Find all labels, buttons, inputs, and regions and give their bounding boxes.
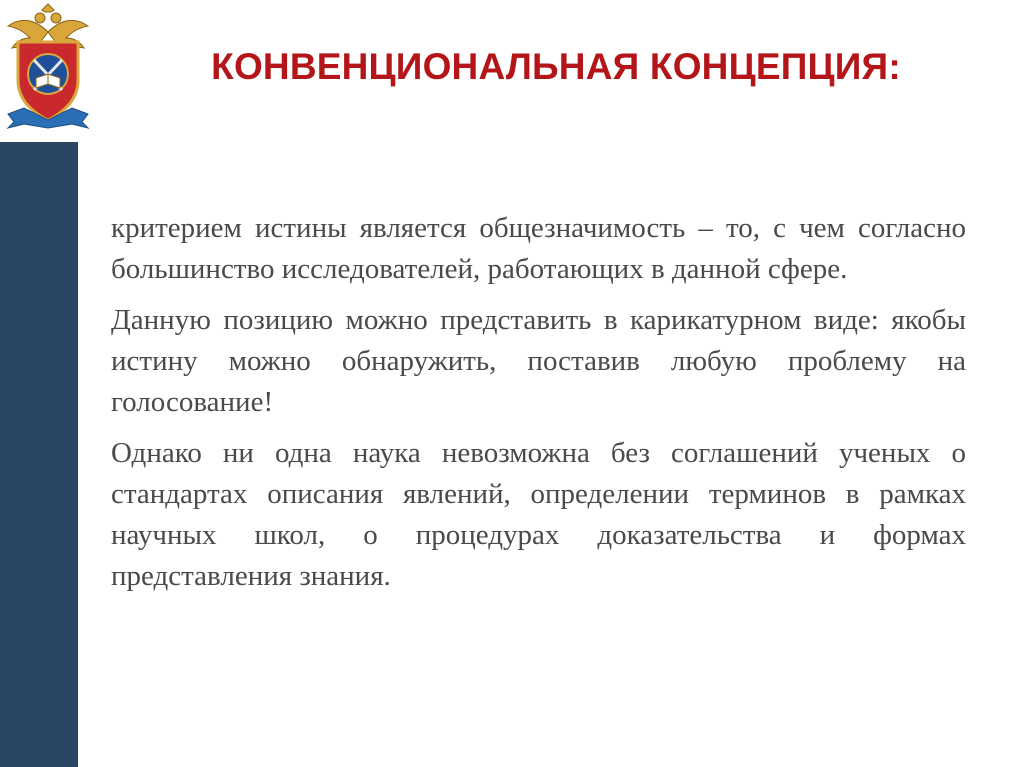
paragraph-1: критерием истины является общезначимость – то, с чем согласно большинство исследователей, работающих в данной сфере. — [111, 212, 966, 285]
paragraph-2: Данную позицию можно представить в карикатурном виде: якобы истину можно обнаружить, поставив любую проблему на голосование! — [111, 304, 966, 418]
slide-title: КОНВЕНЦИОНАЛЬНАЯ КОНЦЕПЦИЯ: — [211, 46, 901, 87]
paragraph-3: Однако ни одна наука невозможна без соглашений ученых о стандартах описания явлений, определении терминов в рамках научных школ, о процедурах доказательства и формах представления знания. — [111, 437, 966, 592]
police-academy-emblem-icon — [4, 2, 92, 130]
slide-body — [111, 208, 966, 607]
sidebar-bar — [0, 142, 78, 767]
